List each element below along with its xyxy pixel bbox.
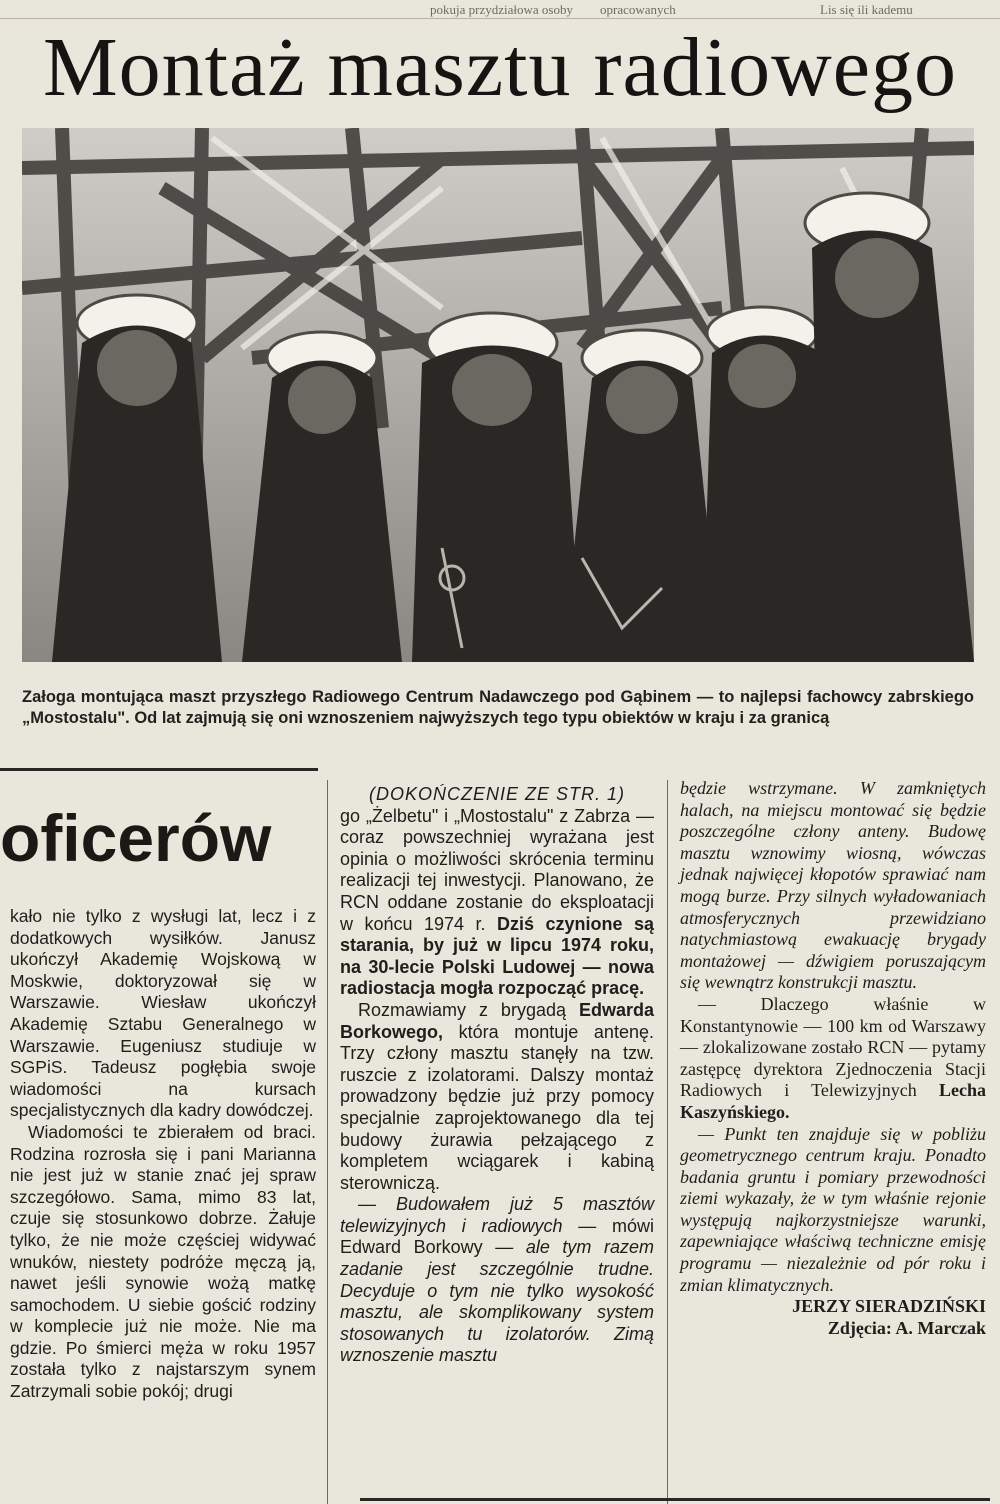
column-divider-1 bbox=[327, 780, 328, 1504]
page-top-strip bbox=[0, 0, 1000, 22]
brigade-leader-name: Edwarda Borkowego, bbox=[340, 999, 654, 1042]
main-article-column-2 bbox=[680, 778, 986, 1339]
quote-part-2: ale tym razem zadanie jest szczególnie trudne. Decyduje o tym nie tylko wysokość masztu, ale skomplikowany system stosowanych tu izolatorów. Zimą wznoszenie masztu bbox=[340, 1237, 654, 1366]
photo-credit: Zdjęcia: A. Marczak bbox=[827, 1317, 986, 1338]
quote-part-1: — Budowałem już 5 masztów telewizyjnych i radiowych bbox=[340, 1194, 654, 1236]
column-divider-2 bbox=[667, 780, 668, 1504]
main-paragraph-5a: — Dlaczego właśnie w Konstantynowie — 100 km od Warszawy — zlokalizowane zostało RCN — pytamy zastępcę dyrektora Zjednoczenia Stacji Radiowych i Telewizyjnych bbox=[680, 993, 986, 1101]
main-paragraph-4: będzie wstrzymane. W zamkniętych halach, na miejscu montować się będzie poszczególne człony anteny. Budowę masztu wznowimy wiosną, wówczas jednak najwięcej kłopotów sprawiać nam mogą burze. Przy silnych wyładowaniach atmosferycznych przewidziano natychmiastową ewakuację brygady montażowej — dźwigiem poruszającym się wewnątrz konstrukcji masztu. bbox=[680, 778, 986, 993]
top-fragment-right: Lis się ili kademu bbox=[820, 2, 913, 17]
quote-attribution: — mówi Edward Borkowy — bbox=[340, 1215, 654, 1258]
top-rule bbox=[0, 18, 1000, 19]
main-paragraph-1a: go „Żelbetu" i „Mostostalu" z Zabrza — coraz powszechniej wyrażana jest opinia o możliwości skrócenia terminu realizacji tej inwestycji. Planowano, że RCN oddane zostanie do eksploatacji w końcu 1974 r. bbox=[340, 805, 654, 934]
left-article-title: oficerów bbox=[0, 801, 272, 875]
left-article-paragraph-2: Wiadomości te zbierałem od braci. Rodzina rozrosła się i pani Marianna nie jest już w stanie znać jej spraw szczegółowo. Sama, mimo 83 lat, czuje się stosunkowo dobrze. Żałuje tylko, że nie może częściej widywać wnuków, niestety podróże męczą ją, nawet jeśli synowie wożą matkę samochodem. U siebie gościć rodziny w komplecie już nie może. Nie ma gdzie. Po śmierci męża w roku 1957 została tylko z najstarszym synem Zatrzymali sobie pokój; drugi bbox=[10, 1121, 316, 1402]
top-fragment-mid: opracowanych bbox=[600, 2, 676, 17]
top-fragment-left: pokuja przydziałowa osoby bbox=[430, 2, 573, 17]
main-article-column-1 bbox=[340, 784, 654, 1367]
main-paragraph-2b: która montuje antenę. Trzy człony masztu stanęły na tzw. ruszcie z izolatorami. Dalszy montaż prowadzony będzie już przy pomocy specjalnie zaprojektowanego dla tej budowy żurawia pełzającego z kompletem wciągarek i kabiną sterowniczą. bbox=[340, 1021, 654, 1193]
left-article-paragraph-1: kało nie tylko z wysługi lat, lecz i z dodatkowych wysiłków. Janusz ukończył Akademię Wojskową w Moskwie, doktoryzował się w Warszawie. Wiesław ukończył Akademię Sztabu Generalnego w Warszawie. Eugeniusz studiuje w SGPiS. Tadeusz pogłębia swoje wiadomości na kursach specjalistycznych dla kadry dowódczej. bbox=[10, 906, 316, 1121]
main-paragraph-2a: Rozmawiamy z brygadą bbox=[358, 999, 566, 1020]
construction-photo-icon bbox=[22, 128, 974, 662]
headline: Montaż masztu radiowego bbox=[42, 21, 958, 114]
director-name: Lecha Kaszyńskiego. bbox=[680, 1080, 987, 1122]
continued-note: (DOKOŃCZENIE ZE STR. 1) bbox=[368, 784, 625, 804]
main-paragraph-1b: Dziś czynione są starania, by już w lipcu 1974 roku, na 30-lecie Polski Ludowej — nowa radiostacja mogła rozpocząć pracę. bbox=[340, 913, 654, 999]
photo-caption: Załoga montująca maszt przyszłego Radiowego Centrum Nadawczego pod Gąbinem — to najlepsi fachowcy zabrskiego „Mostostalu". Od lat zajmują się oni wznoszeniem najwyższych tego typu obiektów w kraju i za granicą bbox=[22, 688, 974, 727]
main-paragraph-6: — Punkt ten znajduje się w pobliżu geometrycznego centrum kraju. Ponadto badania gruntu i pomiary przewodności ziemi wykazały, że w tym właśnie rejonie występują najkorzystniejsze warunki, zapewniające właściwą techniczne emisję programu — niezależnie od pór roku i zmian klimatycznych. bbox=[680, 1123, 986, 1295]
bottom-rule bbox=[360, 1498, 990, 1501]
author-byline: JERZY SIERADZIŃSKI bbox=[792, 1296, 986, 1317]
left-article-rule bbox=[0, 768, 318, 771]
left-article-column bbox=[10, 906, 316, 1403]
construction-photo bbox=[22, 128, 974, 662]
